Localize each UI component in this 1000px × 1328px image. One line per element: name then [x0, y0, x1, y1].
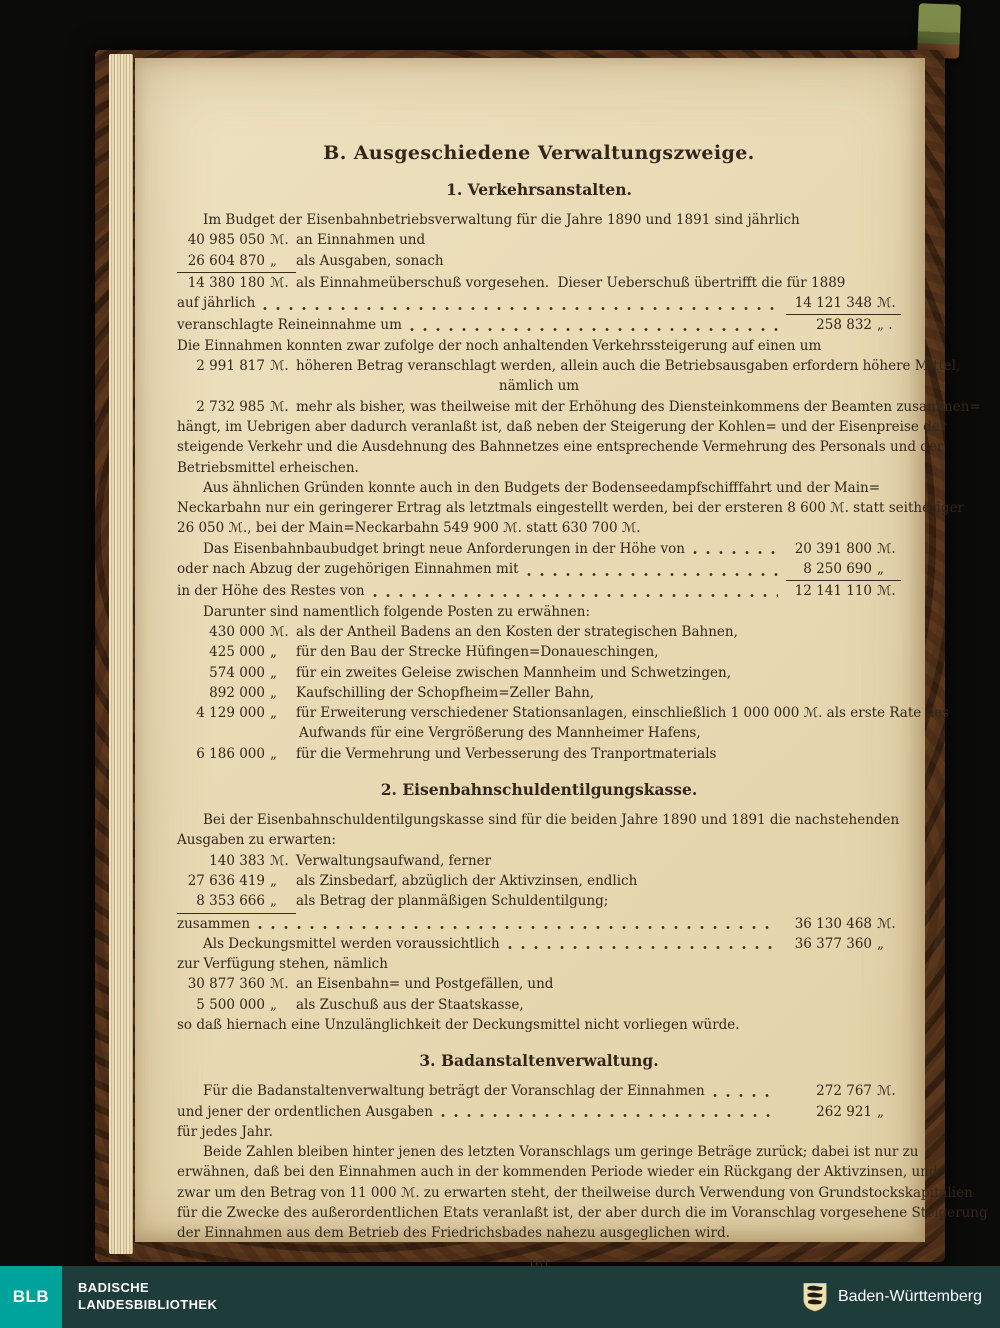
library-name-line1: BADISCHE [78, 1280, 150, 1296]
leader-line [177, 559, 901, 581]
book-page [135, 58, 988, 1242]
amount-group [177, 642, 296, 662]
blb-logo[interactable] [0, 1266, 62, 1328]
text-line: für jedes Jahr. [177, 1123, 273, 1140]
leader-line [177, 914, 901, 934]
amount-value: 36 130 468 [794, 915, 872, 932]
currency-mark: „ . [877, 317, 893, 334]
amount-description: an Einnahmen und [296, 232, 426, 249]
text-line: für die Zwecke des außerordentlichen Etats veranlaßt ist, der aber durch die im Voranschlag vorgesehene Steigerung [177, 1205, 988, 1222]
amount-value: 262 921 [816, 1103, 872, 1120]
leader-line [177, 293, 901, 315]
currency-mark: ℳ. [270, 623, 289, 640]
section-heading: 1. Verkehrsanstalten. [446, 180, 632, 199]
currency-mark: ℳ. [270, 358, 289, 375]
dot-leader [713, 1093, 778, 1098]
amount-description: höheren Betrag veranschlagt werden, allein auch die Betriebsausgaben erfordern höhere Mittel, [296, 358, 961, 375]
currency-mark: ℳ. [270, 852, 289, 869]
amount-description: für die Vermehrung und Verbesserung des Tranportmaterials [296, 745, 717, 762]
amount-description: als Ausgaben, sonach [296, 252, 444, 269]
text-line: Beide Zahlen bleiben hinter jenen des letzten Voranschlags um geringe Beträge zurück; dabei ist nur zu [203, 1144, 919, 1161]
dot-leader [410, 327, 778, 332]
amount-description: Kaufschilling der Schopfheim=Zeller Bahn, [296, 684, 595, 701]
dot-leader [263, 306, 778, 311]
text-line: hängt, im Uebrigen aber dadurch veranlaßt ist, daß neben der Steigerung der Kohlen= und der Eisenpreise der [177, 418, 947, 435]
amount-value: 27 636 419 [187, 872, 265, 889]
currency-mark: „ [270, 996, 277, 1013]
text-line: Darunter sind namentlich folgende Posten zu erwähnen: [203, 603, 591, 620]
amount-group [177, 397, 296, 417]
dot-leader [693, 550, 778, 555]
text-line: erwähnen, daß bei den Einnahmen auch in der kommenden Periode wieder ein Rückgang der Aktivzinsen, und [177, 1164, 938, 1181]
amount-description: als der Antheil Badens an den Kosten der strategischen Bahnen, [296, 623, 738, 640]
leader-line [177, 581, 901, 601]
currency-mark: „ [877, 935, 884, 952]
text-line-continuation: Aufwands für eine Vergrößerung des Mannheimer Hafens, [299, 725, 701, 742]
text-line: Im Budget der Eisenbahnbetriebsverwaltung für die Jahre 1890 und 1891 sind jährlich [203, 212, 800, 228]
amount-description: an Eisenbahn= und Postgefällen, und [296, 976, 554, 993]
amount-group [177, 663, 296, 683]
currency-mark: ℳ. [877, 1083, 896, 1100]
currency-mark: ℳ. [270, 274, 289, 291]
currency-mark: „ [270, 664, 277, 681]
text-line: nämlich um [498, 378, 580, 395]
leader-line [177, 1081, 901, 1101]
amount-value: 2 732 985 [196, 398, 265, 415]
amount-group [177, 851, 296, 871]
leader-line [177, 934, 901, 954]
amount-description: als Zuschuß aus der Staatskasse, [296, 996, 524, 1013]
currency-mark: ℳ. [877, 295, 896, 312]
amount-value: 8 250 690 [803, 561, 872, 578]
amount-line [177, 871, 901, 891]
leader-line [177, 539, 901, 559]
amount-group [177, 230, 296, 250]
section-heading: 2. Eisenbahnschuldentilgungskasse. [380, 780, 698, 800]
amount-value: 26 604 870 [187, 252, 265, 269]
amount-value: 5 500 000 [196, 996, 265, 1013]
currency-mark: „ [270, 644, 277, 661]
amount-group [786, 293, 901, 315]
amount-group [786, 1102, 901, 1122]
currency-mark: ℳ. [877, 915, 896, 932]
amount-value: 30 877 360 [187, 976, 265, 993]
amount-line [177, 642, 901, 662]
amount-value: 8 353 666 [196, 893, 265, 910]
text-line: Aus ähnlichen Gründen konnte auch in den Budgets der Bodenseedampfschifffahrt und der Main= [203, 479, 881, 496]
leader-label: zusammen [177, 915, 251, 932]
scanned-book [95, 50, 988, 1262]
document-title: B. Ausgeschiedene Verwaltungszweige. [323, 142, 755, 164]
library-name [78, 1280, 217, 1314]
currency-mark: „ [270, 745, 277, 762]
currency-mark: „ [270, 252, 277, 269]
amount-value: 14 121 348 [794, 295, 872, 312]
leader-label: Für die Badanstaltenverwaltung beträgt der Voranschlag der Einnahmen [203, 1083, 705, 1100]
dot-leader [508, 945, 778, 950]
currency-mark: ℳ. [270, 232, 289, 249]
amount-value: 12 141 110 [794, 583, 872, 600]
amount-group [786, 315, 901, 335]
dot-leader [373, 593, 778, 598]
text-line: Betriebsmittel erheischen. [177, 459, 359, 476]
blb-logo-text: BLB [12, 1287, 50, 1306]
dot-leader [441, 1113, 778, 1118]
amount-group [177, 995, 296, 1015]
amount-value: 258 832 [816, 317, 872, 334]
text-line: 26 050 ℳ., bei der Main=Neckarbahn 549 900 ℳ. statt 630 700 ℳ. [177, 520, 641, 537]
amount-description: mehr als bisher, was theilweise mit der Erhöhung des Diensteinkommens der Beamten zusammen= [296, 398, 981, 415]
amount-group [786, 581, 901, 601]
amount-group [177, 622, 296, 642]
amount-value: 2 991 817 [196, 358, 265, 375]
amount-group [177, 871, 296, 891]
currency-mark: „ [877, 1103, 884, 1120]
amount-line [177, 851, 901, 871]
amount-line [177, 230, 901, 250]
currency-mark: ℳ. [270, 976, 289, 993]
amount-group [177, 683, 296, 703]
amount-description: als Betrag der planmäßigen Schuldentilgung; [296, 893, 609, 910]
amount-value: 140 383 [209, 852, 265, 869]
amount-description: für ein zweites Geleise zwischen Mannheim und Schwetzingen, [296, 664, 731, 681]
amount-value: 430 000 [209, 623, 265, 640]
currency-mark: ℳ. [877, 583, 896, 600]
currency-mark: „ [270, 893, 277, 910]
leader-label: Als Deckungsmittel werden voraussichtlich [203, 935, 500, 952]
amount-value: 36 377 360 [794, 935, 872, 952]
leader-line [177, 315, 901, 335]
page-text [177, 142, 988, 1242]
amount-group [786, 914, 901, 934]
text-line: so daß hiernach eine Unzulänglichkeit der Deckungsmittel nicht vorliegen würde. [177, 1016, 740, 1033]
amount-group [786, 1081, 901, 1101]
amount-line [177, 273, 901, 293]
amount-line [177, 703, 950, 723]
amount-group [177, 891, 296, 913]
library-name-line2: LANDESBIBLIOTHEK [78, 1297, 218, 1312]
currency-mark: ℳ. [270, 398, 289, 415]
amount-line [177, 397, 981, 417]
text-line: steigende Verkehr und die Ausdehnung des Bahnnetzes eine entsprechende Vermehrung des Personals und der [177, 439, 944, 456]
currency-mark: „ [270, 872, 277, 889]
amount-line [177, 995, 901, 1015]
amount-description: für den Bau der Strecke Hüfingen=Donaueschingen, [296, 644, 659, 661]
dot-leader [258, 925, 778, 930]
leader-label: oder nach Abzug der zugehörigen Einnahmen mit [177, 561, 519, 578]
amount-group [786, 539, 901, 559]
amount-line [177, 663, 901, 683]
amount-line [177, 744, 901, 764]
amount-line [177, 683, 901, 703]
amount-group [177, 744, 296, 764]
section-heading: 3. Badanstaltenverwaltung. [419, 1051, 659, 1071]
amount-group [177, 356, 296, 376]
amount-group [177, 974, 296, 994]
amount-value: 574 000 [209, 664, 265, 681]
text-line: Neckarbahn nur ein geringerer Ertrag als letztmals eingestellt werden, bei der ersteren 8 600 ℳ. statt seitheriger [177, 500, 964, 517]
coat-of-arms-icon [802, 1282, 828, 1312]
amount-line [177, 891, 901, 913]
amount-group [177, 703, 296, 723]
amount-value: 425 000 [209, 644, 265, 661]
amount-value: 20 391 800 [794, 540, 872, 557]
leader-label: und jener der ordentlichen Ausgaben [177, 1103, 433, 1120]
leader-label: veranschlagte Reineinnahme um [177, 317, 402, 334]
currency-mark: „ [270, 705, 277, 722]
leader-label: in der Höhe des Restes von [177, 583, 365, 600]
amount-value: 272 767 [816, 1083, 872, 1100]
leader-label: auf jährlich [177, 295, 256, 312]
amount-line [177, 974, 901, 994]
amount-value: 14 380 180 [187, 274, 265, 291]
text-line: zwar um den Betrag von 11 000 ℳ. zu erwarten steht, der theilweise durch Verwendung von Grundstockskapitalien [177, 1184, 973, 1201]
amount-group [786, 559, 901, 581]
amount-line [177, 622, 901, 642]
amount-group [786, 934, 901, 954]
text-line: zur Verfügung stehen, nämlich [177, 956, 388, 973]
amount-value: 6 186 000 [196, 745, 265, 762]
amount-value: 892 000 [209, 684, 265, 701]
amount-description: als Zinsbedarf, abzüglich der Aktivzinsen, endlich [296, 872, 638, 889]
leader-line [177, 1102, 901, 1122]
text-line: Ausgaben zu erwarten: [177, 832, 336, 849]
footer-bar [0, 1266, 1000, 1328]
amount-description: Verwaltungsaufwand, ferner [296, 852, 492, 869]
page-edges [109, 54, 133, 1254]
dot-leader [527, 572, 778, 577]
text-line: Die Einnahmen konnten zwar zufolge der noch anhaltenden Verkehrssteigerung auf einen um [177, 337, 822, 354]
amount-line [177, 251, 901, 273]
amount-group [177, 251, 296, 273]
leader-label: Das Eisenbahnbaubudget bringt neue Anforderungen in der Höhe von [203, 540, 685, 557]
currency-mark: „ [270, 684, 277, 701]
region-label: Baden-Württemberg [837, 1288, 982, 1305]
text-line: der Einnahmen aus dem Betrieb des Friedrichsbades nahezu ausgeglichen wird. [177, 1225, 730, 1242]
amount-value: 40 985 050 [187, 232, 265, 249]
amount-description: als Einnahmeüberschuß vorgesehen. Dieser Ueberschuß übertrifft die für 1889 [296, 274, 846, 291]
text-line: Bei der Eisenbahnschuldentilgungskasse sind für die beiden Jahre 1890 und 1891 die nachstehenden [203, 812, 900, 829]
baden-wuerttemberg-brand [802, 1282, 982, 1312]
currency-mark: ℳ. [877, 540, 896, 557]
amount-value: 4 129 000 [196, 705, 265, 722]
currency-mark: „ [877, 561, 884, 578]
amount-line [177, 356, 961, 376]
amount-group [177, 273, 296, 293]
amount-description: für Erweiterung verschiedener Stationsanlagen, einschließlich 1 000 000 ℳ. als erste Rate des [296, 705, 950, 722]
